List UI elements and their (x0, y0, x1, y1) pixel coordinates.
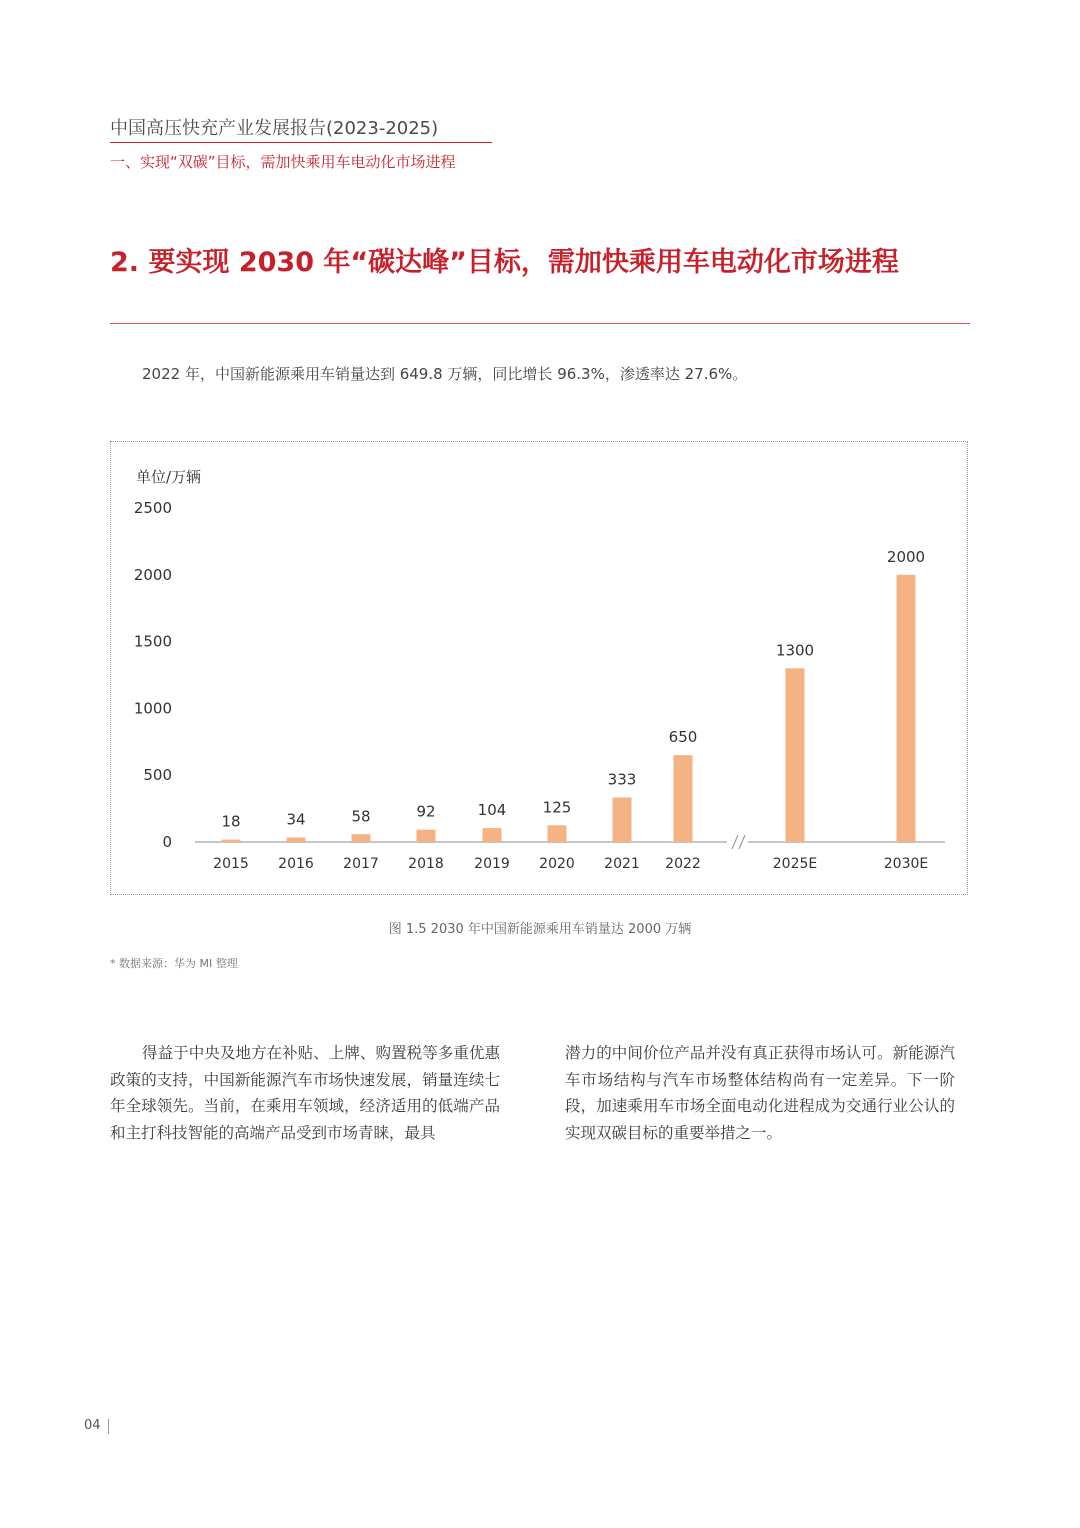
page-number: 04 (84, 1418, 101, 1433)
data-label: 2000 (886, 547, 926, 566)
bar (483, 828, 502, 842)
y-tick-label: 1000 (133, 699, 172, 718)
x-tick-label: 2017 (343, 856, 379, 872)
data-label: 58 (351, 807, 371, 826)
y-tick-label: 0 (162, 833, 172, 851)
x-tick-label: 2030E (883, 856, 929, 872)
y-tick-label: 2500 (133, 499, 172, 517)
body-column-2: 潜力的中间价位产品并没有真正获得市场认可。新能源汽车市场结构与汽车市场整体结构尚有一定差异。下一阶段，加速乘用车市场全面电动化进程成为交通行业公认的实现双碳目标的重要举措之一。 (565, 1044, 955, 1142)
bar (548, 825, 567, 842)
bar (897, 575, 916, 842)
bar (287, 837, 306, 842)
y-tick-label: 1500 (133, 632, 172, 651)
x-tick-label: 2016 (278, 856, 314, 872)
x-tick-label: 2022 (665, 856, 701, 872)
x-tick-label: 2020 (539, 856, 575, 872)
body-column-1: 得益于中央及地方在补贴、上牌、购置税等多重优惠政策的支持，中国新能源汽车市场快速发展，销量连续七年全球领先。当前，在乘用车领域，经济适用的低端产品和主打科技智能的高端产品受到市场青睐，最具 (110, 1044, 500, 1142)
data-label: 92 (416, 802, 436, 821)
bar (786, 668, 805, 842)
y-tick-label: 2000 (133, 565, 172, 584)
bar (613, 798, 632, 842)
axis-break-mark (739, 835, 745, 849)
page-number-separator (108, 1419, 109, 1434)
axis-break-mark (732, 835, 738, 849)
data-label: 34 (286, 810, 306, 829)
source-note: * 数据来源：华为 MI 整理 (110, 957, 238, 970)
bar (222, 840, 241, 842)
figure-caption: 图 1.5 2030 年中国新能源乘用车销量达 2000 万辆 (388, 922, 692, 937)
intro-text: 2022 年，中国新能源乘用车销量达到 649.8 万辆，同比增长 96.3%，渗透率达 27.6%。 (142, 365, 748, 383)
section-divider (110, 323, 970, 324)
data-label: 125 (542, 798, 572, 817)
section-title: 2. 要实现 2030 年“碳达峰”目标，需加快乘用车电动化市场进程 (110, 247, 899, 278)
y-tick-label: 500 (143, 766, 172, 785)
sales-bar-chart (111, 442, 967, 894)
report-title: 中国高压快充产业发展报告(2023-2025) (110, 118, 439, 139)
x-tick-label: 2015 (213, 856, 249, 872)
section-label: 一、实现“双碳”目标，需加快乘用车电动化市场进程 (110, 153, 456, 171)
bar (352, 834, 371, 842)
chart-container (110, 441, 968, 895)
data-label: 18 (221, 812, 241, 831)
header-divider (110, 142, 492, 143)
y-axis-label: 单位/万辆 (136, 468, 202, 486)
data-label: 104 (477, 801, 507, 820)
data-label: 333 (607, 770, 637, 789)
bar (417, 830, 436, 842)
data-label: 1300 (775, 641, 815, 660)
bar (674, 755, 693, 842)
x-tick-label: 2025E (772, 856, 818, 872)
data-label: 650 (668, 728, 698, 747)
x-tick-label: 2018 (408, 856, 444, 872)
x-tick-label: 2021 (604, 856, 640, 872)
x-tick-label: 2019 (474, 856, 510, 872)
